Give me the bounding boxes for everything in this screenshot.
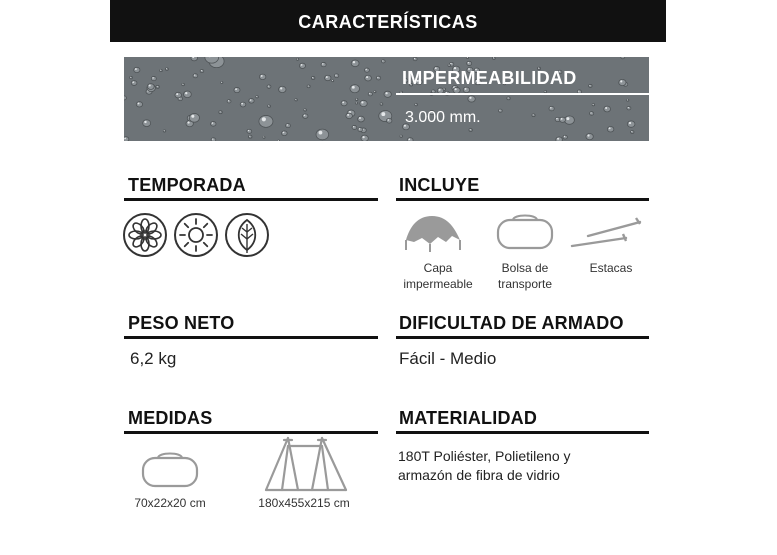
includes-item-tarp-label: [396, 260, 480, 292]
difficulty-title: DIFICULTAD DE ARMADO: [399, 313, 624, 333]
stakes-icon: [568, 214, 644, 250]
includes-rule: [396, 198, 649, 201]
flower-icon: [122, 212, 168, 258]
includes-item-stakes-label: Estacas: [589, 261, 633, 275]
weight-rule: [124, 336, 378, 339]
tarp-icon: [402, 212, 464, 254]
waterproof-title: IMPERMEABILIDAD: [402, 68, 577, 88]
weight-title: PESO NETO: [128, 313, 235, 333]
includes-item-bag-label: [486, 260, 564, 292]
leaf-icon: [224, 212, 270, 258]
packed-size: 70x22x20 cm: [134, 496, 206, 510]
bag-label-line2: transporte: [497, 277, 553, 291]
waterproof-value: 3.000 mm.: [405, 109, 481, 126]
season-rule: [124, 198, 378, 201]
bag-icon: [495, 212, 555, 252]
material-rule: [396, 431, 649, 434]
material-description: [398, 447, 638, 485]
tarp-label-line2: impermeable: [403, 277, 473, 291]
bag-label-line1: Bolsa de: [501, 261, 549, 275]
material-title: MATERIALIDAD: [399, 408, 538, 428]
material-line1: 180T Poliéster, Polietileno y: [398, 448, 571, 464]
material-line2: armazón de fibra de vidrio: [398, 467, 560, 483]
header-title: CARACTERÍSTICAS: [298, 12, 478, 32]
sun-icon: [173, 212, 219, 258]
waterproof-divider: [396, 93, 649, 95]
weight-value: 6,2 kg: [130, 349, 177, 368]
header-bar: [110, 0, 666, 42]
packed-bag-icon: [140, 450, 200, 490]
measures-title: MEDIDAS: [128, 408, 213, 428]
difficulty-value: Fácil - Medio: [399, 349, 497, 368]
season-title: TEMPORADA: [128, 175, 246, 195]
includes-title: INCLUYE: [399, 175, 480, 195]
difficulty-rule: [396, 336, 649, 339]
measures-rule: [124, 431, 378, 434]
tent-frame-icon: [262, 436, 350, 492]
assembled-size: 180x455x215 cm: [258, 496, 350, 510]
tarp-label-line1: Capa: [423, 261, 453, 275]
